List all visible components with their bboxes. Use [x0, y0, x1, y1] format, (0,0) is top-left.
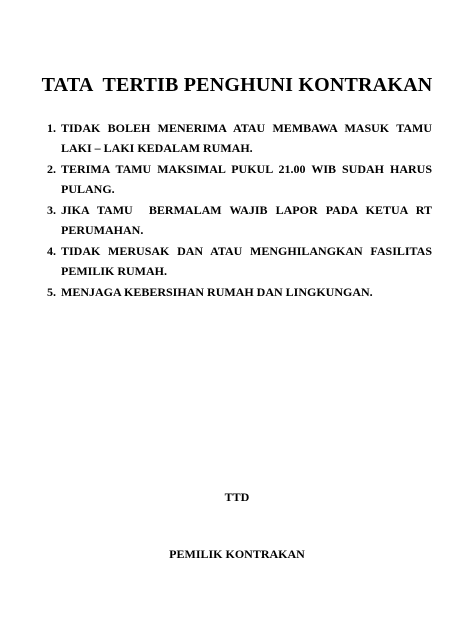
- rule-text: TERIMA TAMU MAKSIMAL PUKUL 21.00 WIB SUDAH HARUS PULANG.: [61, 162, 435, 196]
- rule-number: 1.: [47, 121, 56, 135]
- rule-number: 5.: [47, 285, 56, 299]
- rule-number: 4.: [47, 244, 56, 258]
- rule-item: [36, 119, 435, 158]
- rule-text: MENJAGA KEBERSIHAN RUMAH DAN LINGKUNGAN.: [61, 285, 373, 299]
- rule-number: 3.: [47, 203, 56, 217]
- signature-ttd: TTD: [224, 490, 250, 504]
- rule-item: [36, 201, 435, 240]
- rule-number: 2.: [47, 162, 56, 176]
- rule-item: [36, 160, 435, 199]
- rule-text: JIKA TAMU BERMALAM WAJIB LAPOR PADA KETUA RT PERUMAHAN.: [61, 203, 435, 237]
- rule-text: TIDAK MERUSAK DAN ATAU MENGHILANGKAN FASILITAS PEMILIK RUMAH.: [61, 244, 435, 278]
- rule-item: [36, 242, 435, 281]
- document-title: TATA TERTIB PENGHUNI KONTRAKAN: [41, 74, 433, 96]
- signature-owner: PEMILIK KONTRAKAN: [169, 547, 305, 561]
- rule-text: TIDAK BOLEH MENERIMA ATAU MEMBAWA MASUK TAMU LAKI – LAKI KEDALAM RUMAH.: [61, 121, 435, 155]
- rule-item: [36, 283, 432, 303]
- rules-list: [36, 119, 435, 305]
